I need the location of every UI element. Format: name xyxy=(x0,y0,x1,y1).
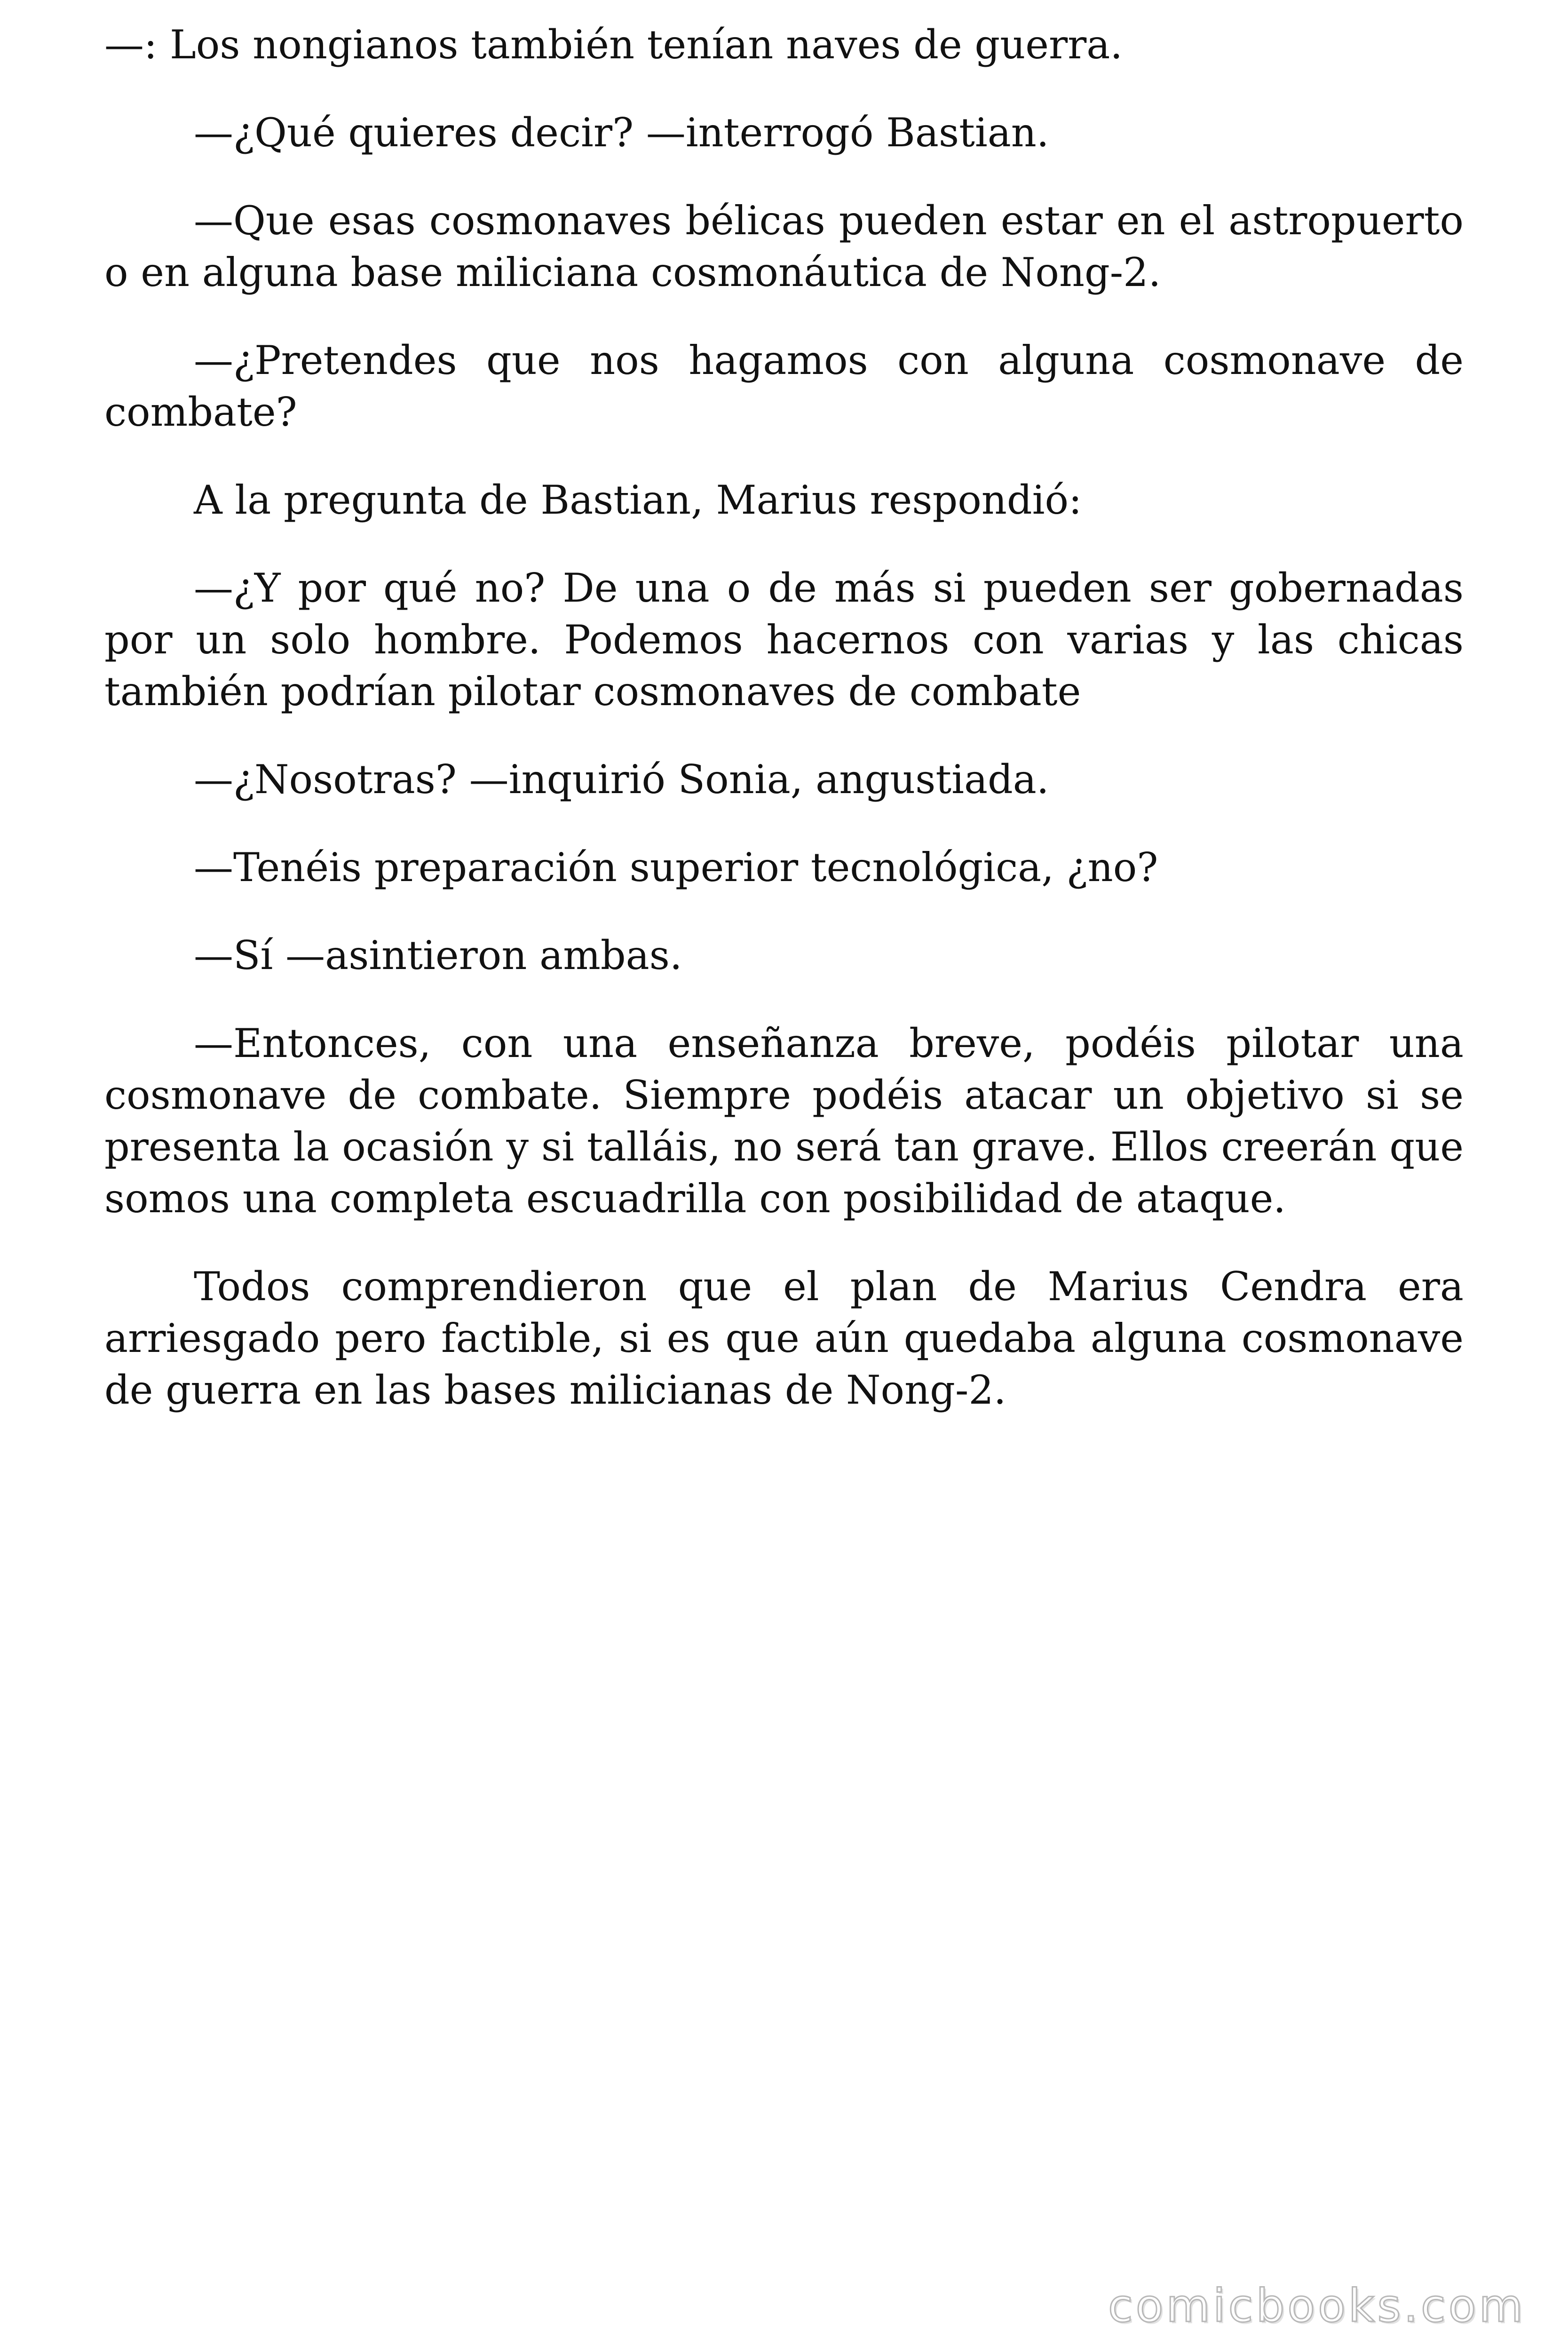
paragraph: —¿Nosotras? —inquirió Sonia, angustiada. xyxy=(194,756,1049,803)
paragraph: Todos comprendieron que el plan de Marius Cendra era arriesgado pero factible, si es que aún quedaba alguna cosmonave de guerra en las bases milicianas de Nong-2. xyxy=(104,1263,1464,1413)
paragraph: —Sí —asintieron ambas. xyxy=(194,932,682,978)
paragraph: —¿Qué quieres decir? —interrogó Bastian. xyxy=(194,110,1049,156)
paragraph: A la pregunta de Bastian, Marius respondió: xyxy=(194,477,1082,523)
paragraph: —: Los nongianos también tenían naves de guerra. xyxy=(104,22,1123,68)
paragraph: —Tenéis preparación superior tecnológica, ¿no? xyxy=(194,844,1158,890)
paragraph: —¿Pretendes que nos hagamos con alguna cosmonave de combate? xyxy=(104,337,1464,435)
paragraph: —Entonces, con una enseñanza breve, podéis pilotar una cosmonave de combate. Siempre podéis atacar un objetivo si se presenta la ocasión y si talláis, no será tan grave. Ellos creerán que somos una completa escuadrilla con posibilidad de ataque. xyxy=(104,1020,1464,1222)
page-text xyxy=(104,19,1464,1452)
watermark-logo: comicbooks.com xyxy=(1108,2280,1526,2332)
paragraph: —¿Y por qué no? De una o de más si pueden ser gobernadas por un solo hombre. Podemos hacernos con varias y las chicas también podrían pilotar cosmonaves de combate xyxy=(104,565,1464,715)
paragraph: —Que esas cosmonaves bélicas pueden estar en el astropuerto o en alguna base miliciana cosmonáutica de Nong-2. xyxy=(104,198,1464,295)
